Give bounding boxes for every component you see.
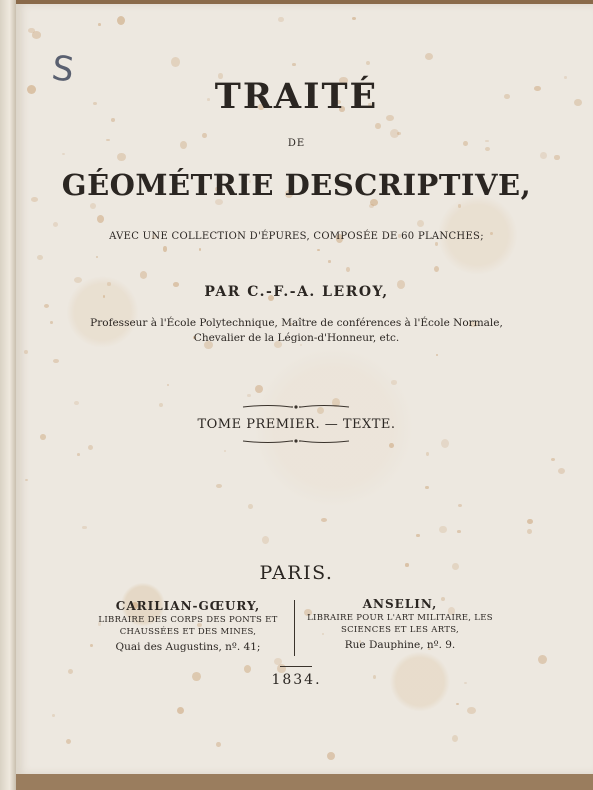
foxing-spot (527, 529, 532, 534)
foxing-spot (111, 118, 115, 121)
foxing-spot (278, 17, 283, 22)
foxing-spot (328, 260, 332, 263)
publisher-description-line: LIBRAIRE DES CORPS DES PONTS ET (98, 615, 278, 625)
publisher-description-line: CHAUSSÉES ET DES MINES, (119, 627, 257, 637)
foxing-spot (171, 57, 180, 67)
ornament-rule-top (241, 404, 351, 410)
book-title: TRAITÉ (214, 76, 379, 117)
foxing-spot (426, 452, 429, 455)
foxing-spot (527, 519, 532, 524)
publisher-description-line: LIBRAIRE POUR L'ART MILITAIRE, LES (307, 613, 493, 623)
publisher-name: ANSELIN, (362, 597, 438, 611)
page-bottom-edge (16, 774, 593, 790)
year-rule (280, 666, 312, 667)
collection-line: AVEC UNE COLLECTION D'ÉPURES, COMPOSÉE DE 60 PLANCHES; (109, 231, 484, 242)
foxing-spot (62, 153, 65, 155)
foxing-spot (554, 155, 559, 160)
foxing-spot (24, 350, 28, 354)
foxing-spot (435, 242, 439, 246)
author-titles-line-2: Chevalier de la Légion-d'Honneur, etc. (193, 332, 400, 344)
publication-city: PARIS. (259, 562, 334, 584)
foxing-spot (40, 434, 45, 440)
foxing-spot (439, 526, 447, 534)
publisher-address: Rue Dauphine, nº. 9. (344, 639, 456, 651)
publication-year: 1834. (271, 672, 322, 688)
foxing-spot (540, 152, 547, 159)
foxing-spot (66, 739, 71, 744)
foxing-spot (391, 380, 397, 385)
foxing-spot (255, 385, 263, 394)
foxing-spot (458, 504, 462, 507)
publisher-name: CARILIAN-GŒURY, (115, 599, 261, 613)
foxing-spot (25, 479, 28, 481)
foxing-spot (390, 129, 399, 138)
publisher-address: Quai des Augustins, nº. 41; (115, 641, 261, 653)
foxing-spot (457, 530, 461, 533)
foxing-spot (327, 752, 335, 761)
foxing-spot (140, 271, 147, 279)
foxing-spot (163, 246, 168, 251)
foxing-spot (434, 266, 439, 272)
foxing-spot (375, 123, 381, 129)
book-subject: GÉOMÉTRIE DESCRIPTIVE, (61, 168, 532, 202)
foxing-spot (321, 518, 326, 522)
foxing-spot (216, 742, 220, 747)
foxing-spot (366, 61, 370, 65)
foxing-spot (247, 394, 251, 397)
foxing-spot (216, 484, 222, 489)
author-name: PAR C.-F.-A. LEROY, (204, 284, 389, 300)
publisher-left (88, 598, 288, 656)
foxing-spot (117, 153, 125, 161)
foxing-spot (425, 486, 429, 489)
volume-label: TOME PREMIER. — TEXTE. (197, 417, 396, 432)
foxing-spot (32, 31, 41, 38)
foxing-spot (551, 458, 555, 461)
foxing-spot (74, 401, 79, 405)
pencil-mark: S (49, 48, 77, 91)
foxing-spot (425, 53, 433, 60)
publisher-description-line: SCIENCES ET LES ARTS, (340, 625, 460, 635)
foxing-spot (159, 403, 163, 407)
title-page (16, 4, 593, 774)
ornament-rule-bottom (241, 438, 351, 444)
foxing-spot (416, 534, 419, 537)
publisher-divider (294, 600, 295, 656)
foxing-spot (248, 504, 252, 509)
foxing-spot (389, 443, 393, 448)
foxing-spot (558, 468, 565, 474)
foxing-spot (352, 17, 356, 20)
author-titles-line-1: Professeur à l'École Polytechnique, Maître de conférences à l'École Normale, (90, 317, 503, 329)
title-connector: DE (287, 138, 306, 149)
publisher-right (300, 596, 500, 654)
foxing-spot (441, 439, 449, 448)
foxing-spot (77, 453, 80, 456)
